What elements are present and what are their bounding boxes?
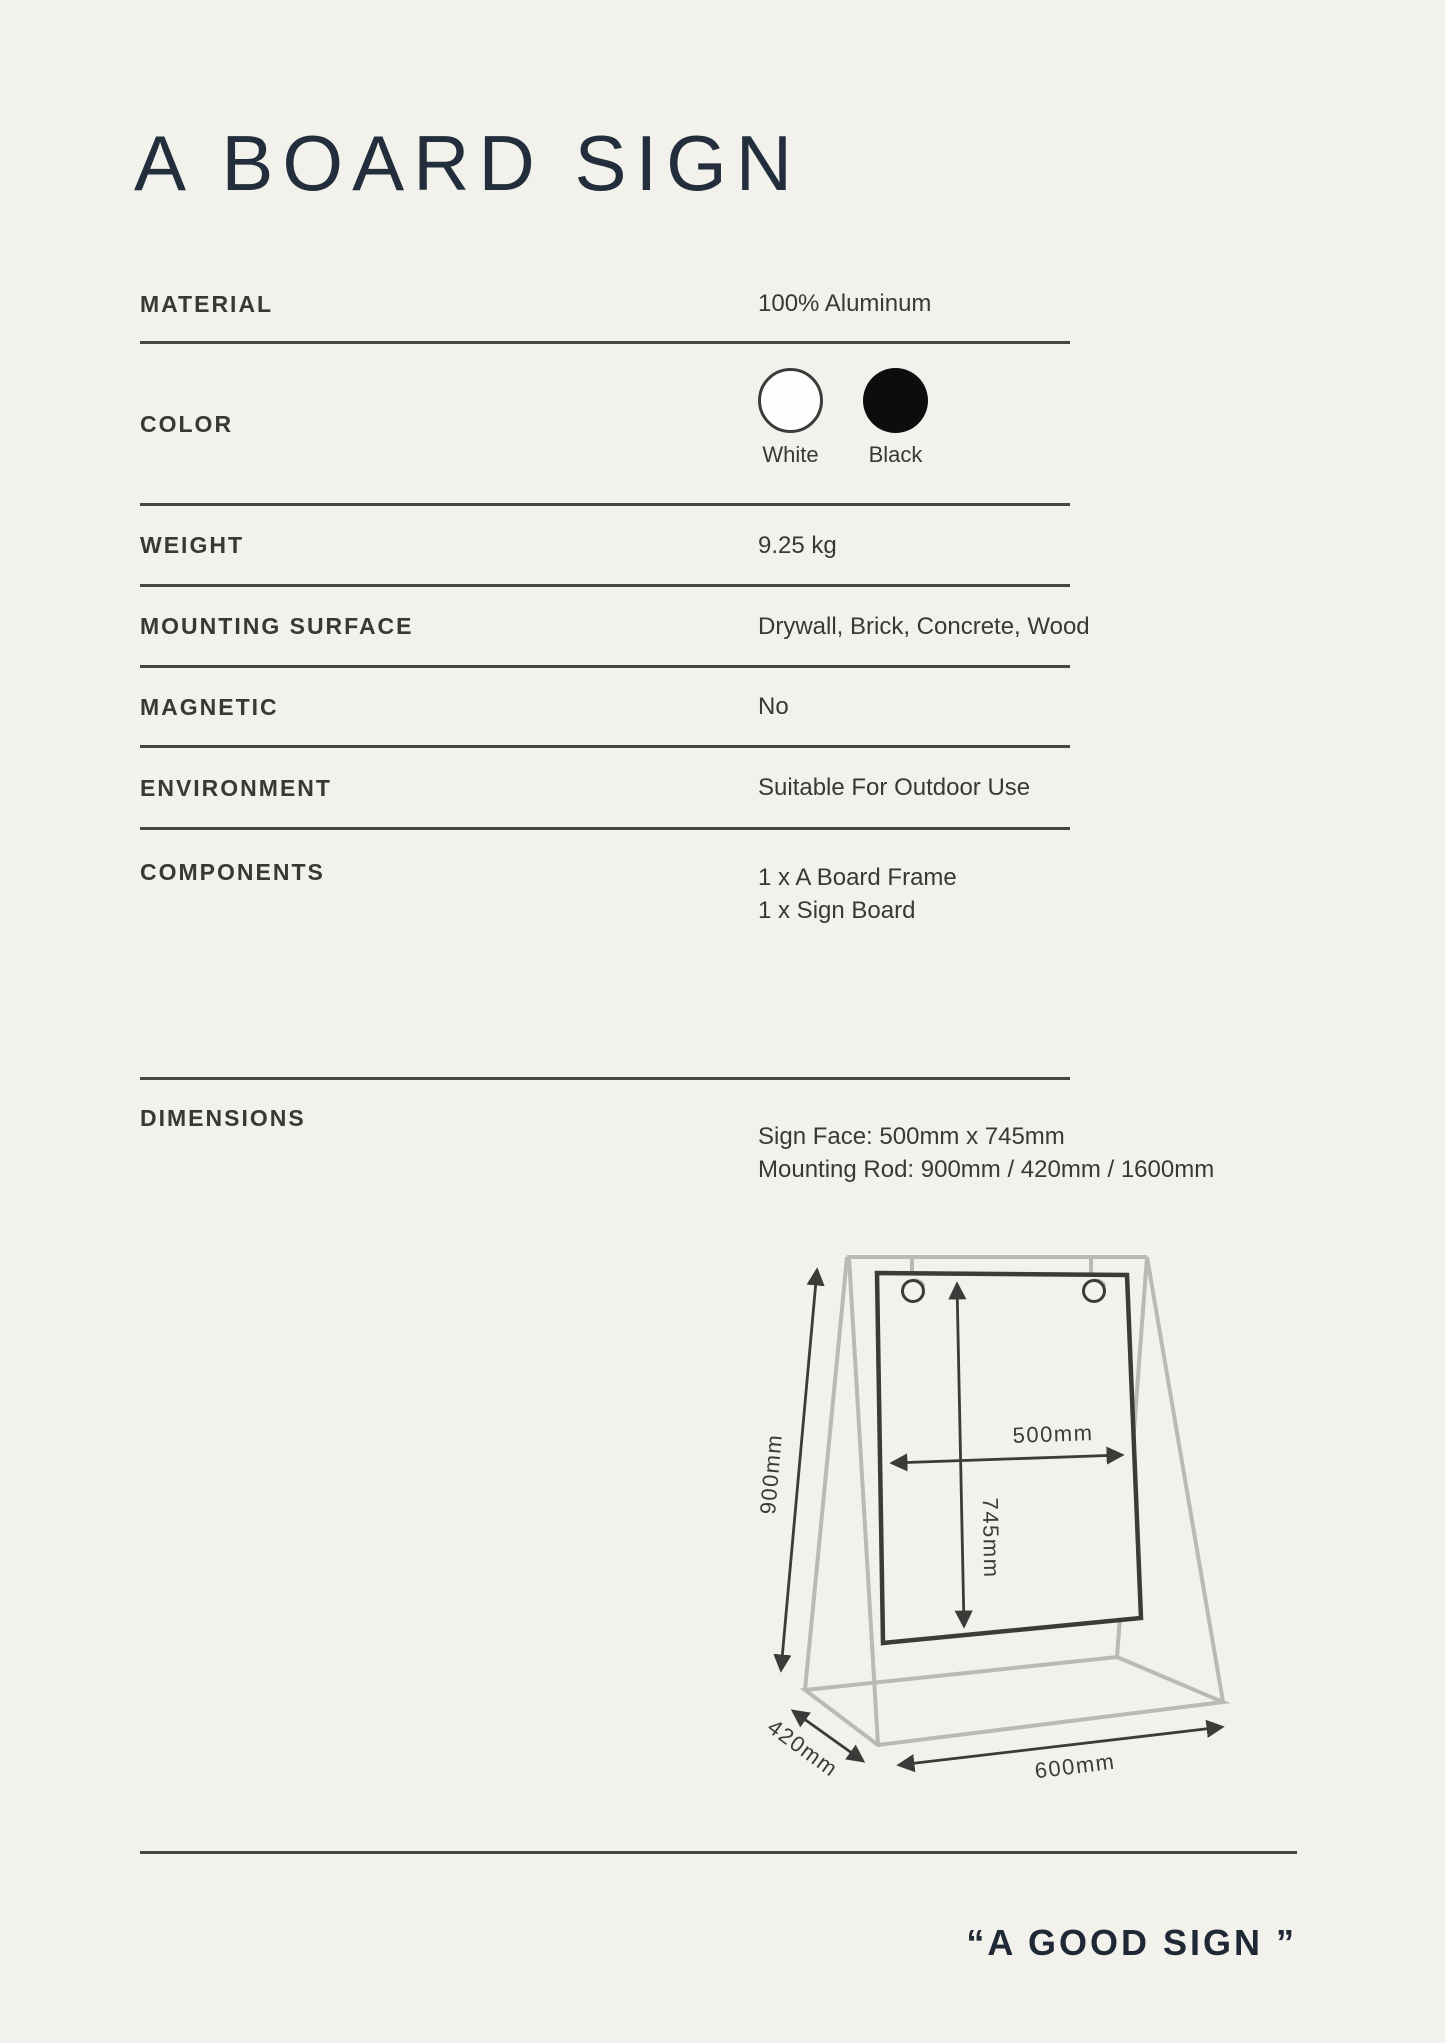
- spec-label-environment: ENVIRONMENT: [140, 774, 332, 801]
- black-swatch-icon: [863, 368, 928, 433]
- dimension-label-base-width: 600mm: [1033, 1748, 1117, 1784]
- dimensions-line-1: Sign Face: 500mm x 745mm: [758, 1123, 1065, 1150]
- swatch-label-white: White: [762, 442, 819, 467]
- spec-row-environment: [140, 748, 1070, 830]
- spec-value-dimensions: [758, 1080, 1214, 1186]
- spec-label-components: COMPONENTS: [140, 859, 325, 885]
- color-swatch-black: [863, 368, 928, 503]
- spec-row-weight: [140, 506, 1070, 587]
- spec-row-mounting-surface: [140, 587, 1090, 668]
- components-line-1: 1 x A Board Frame: [758, 864, 957, 891]
- page-title: A BOARD SIGN: [134, 119, 802, 207]
- color-swatch-white: [758, 368, 823, 503]
- spec-row-dimensions: [140, 1080, 1215, 1200]
- spec-row-components: [140, 830, 1070, 1080]
- spec-row-material: [140, 266, 1070, 344]
- spec-label-dimensions: DIMENSIONS: [140, 1105, 306, 1131]
- white-swatch-icon: [758, 368, 823, 433]
- components-line-2: 1 x Sign Board: [758, 897, 916, 924]
- dimensions-line-2: Mounting Rod: 900mm / 420mm / 1600mm: [758, 1156, 1215, 1183]
- spec-row-color: [140, 344, 1070, 506]
- product-diagram: [560, 1230, 1340, 1820]
- color-swatch-group: [758, 344, 928, 503]
- spec-label-material: MATERIAL: [140, 290, 274, 317]
- spec-value-mounting-surface: Drywall, Brick, Concrete, Wood: [758, 612, 1090, 640]
- spec-value-material: 100% Aluminum: [758, 290, 932, 317]
- spec-label-mounting-surface: MOUNTING SURFACE: [140, 613, 414, 639]
- spec-label-magnetic: MAGNETIC: [140, 693, 279, 720]
- spec-value-environment: Suitable For Outdoor Use: [758, 774, 1031, 801]
- spec-label-color: COLOR: [140, 410, 234, 437]
- dimension-label-frame-height: 900mm: [755, 1432, 787, 1516]
- dimension-label-face-width: 500mm: [1012, 1420, 1094, 1448]
- spec-value-weight: 9.25 kg: [758, 531, 837, 559]
- spec-label-weight: WEIGHT: [140, 532, 244, 558]
- dimension-label-face-height: 745mm: [977, 1497, 1005, 1579]
- spec-value-components: [758, 830, 957, 927]
- spec-row-magnetic: [140, 668, 1070, 748]
- dimension-label-base-depth: 420mm: [762, 1714, 844, 1782]
- footer-quote: “A GOOD SIGN ”: [966, 1922, 1297, 1963]
- footer-divider: [140, 1851, 1297, 1854]
- swatch-label-black: Black: [868, 442, 923, 467]
- spec-table: [140, 266, 1215, 1200]
- spec-value-magnetic: No: [758, 693, 789, 720]
